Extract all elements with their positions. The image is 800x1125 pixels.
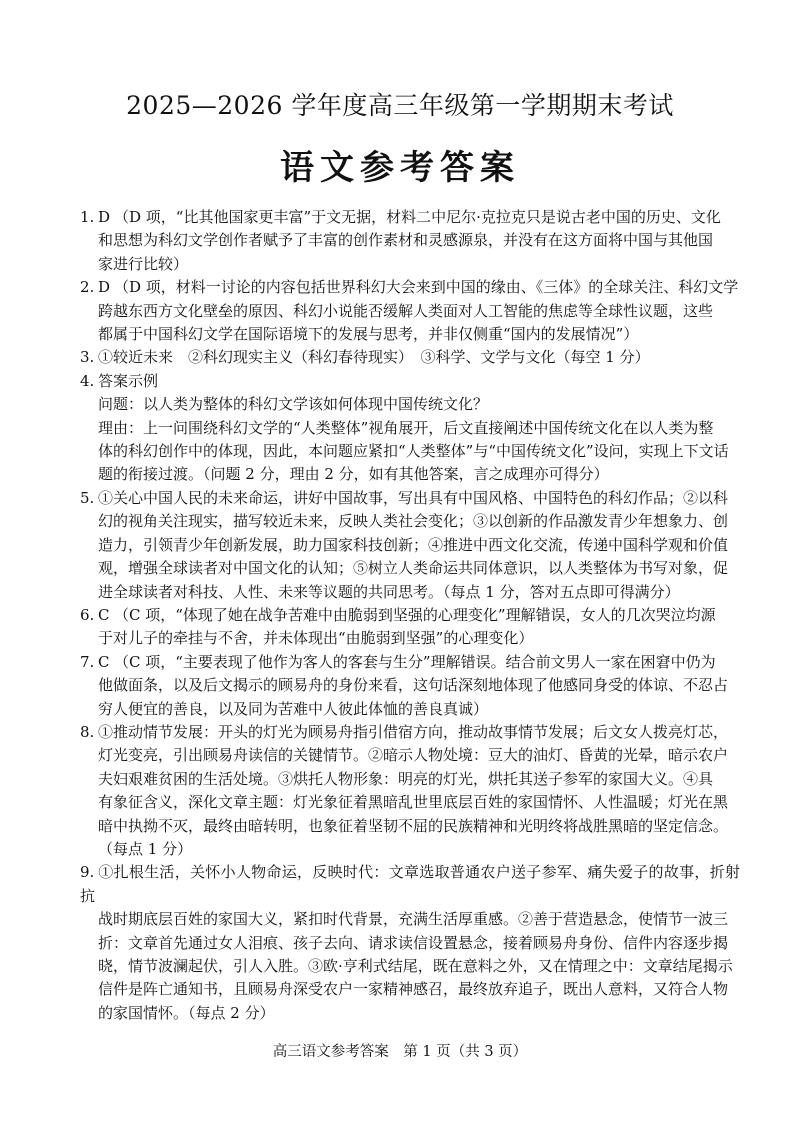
answer-text: ①较近未来 ②科幻现实主义（科幻春待现实） ③科学、文学与文化（每空 1 分） — [98, 348, 650, 367]
answer-line — [80, 627, 740, 650]
answer-line — [80, 276, 740, 299]
answer-line — [80, 323, 740, 346]
answer-line — [80, 955, 740, 978]
answer-text: 战时期底层百姓的家国大义，紧扣时代背景，充满生活厚重感。②善于营造悬念，使情节一波三 — [98, 910, 729, 929]
answer-text: 跨越东西方文化壁垒的原因、科幻小说能否缓解人类面对人工智能的焦虑等全球性议题，这些 — [98, 301, 714, 320]
answer-text: 家进行比较） — [98, 254, 189, 273]
answer-line — [80, 557, 740, 580]
page-footer: 高三语文参考答案 第 1 页（共 3 页） — [272, 1044, 528, 1060]
answer-text: 都属于中国科幻文学在国际语境下的发展与思考，并非仅侧重“国内的发展情况”） — [98, 325, 639, 344]
choice-answer: D — [98, 278, 111, 297]
answer-line — [80, 651, 740, 674]
answer-line — [80, 744, 740, 767]
answer-line — [80, 510, 740, 533]
answer-text: 夫妇艰难贫困的生活处境。③烘托人物形象：明亮的灯光，烘托其送子参军的家国大义。④具 — [98, 769, 714, 788]
answer-line — [80, 1002, 740, 1025]
answer-line — [80, 346, 740, 369]
question-number: 3. — [80, 348, 95, 367]
answer-text: 理由：上一问围绕科幻文学的“人类整体”视角展开，后文直接阐述中国传统文化在以人类为整 — [98, 418, 714, 437]
answer-line — [80, 604, 740, 627]
answer-text: 体的科幻创作中的体现，因此，本问题应紧扣“人类整体”与“中国传统文化”设问，实现上下文话 — [98, 442, 729, 461]
answer-text: 信件是阵亡通知书，且顾易舟深受农户一家精神感召，最终放弃追子，既出人意料，又符合人物 — [98, 980, 729, 999]
answer-line — [80, 440, 740, 463]
answer-text: 于对儿子的牵挂与不舍，并未体现出“由脆弱到坚强”的心理变化） — [98, 629, 534, 648]
answer-line — [80, 978, 740, 1001]
answer-text: ①关心中国人民的未来命运，讲好中国故事，写出具有中国风格、中国特色的科幻作品；②以科 — [98, 488, 729, 507]
question-number: 8. — [80, 722, 95, 741]
question-number: 7. — [80, 652, 95, 671]
answer-line — [80, 229, 740, 252]
answer-line — [80, 721, 740, 744]
answer-line — [80, 791, 740, 814]
answer-line — [80, 908, 740, 931]
answer-line — [80, 463, 740, 486]
answer-text: 和思想为科幻文学创作者赋予了丰富的创作素材和灵感源泉，并没有在这方面将中国与其他国 — [98, 231, 714, 250]
choice-answer: C — [98, 605, 110, 624]
answer-text: 他做面条，以及后文揭示的顾易舟的身份来看，这句话深刻地体现了他感同身受的体谅、不忍占 — [98, 676, 729, 695]
answer-list — [80, 206, 740, 1025]
answer-text: 进全球读者对科技、人性、未来等议题的共同思考。（每点 1 分，答对五点即可得满分） — [98, 582, 680, 601]
answer-text: 答案示例 — [98, 371, 159, 390]
answer-line — [80, 487, 740, 510]
answer-line — [80, 932, 740, 955]
answer-text: 有象征含义，深化文章主题：灯光象征着黑暗乱世里底层百姓的家国情怀、人性温暖；灯光在黑 — [98, 793, 729, 812]
answer-line — [80, 768, 740, 791]
answer-text: 题的衔接过渡。（问题 2 分，理由 2 分，如有其他答案，言之成理亦可得分） — [98, 465, 609, 484]
answer-line — [80, 253, 740, 276]
answer-line — [80, 815, 740, 838]
choice-answer: D — [98, 208, 111, 226]
answer-line — [80, 581, 740, 604]
answer-line — [80, 393, 740, 416]
question-number: 5. — [80, 488, 95, 507]
answer-text: 折：文章首先通过女人泪痕、孩子去向、请求读信设置悬念，接着顾易舟身份、信件内容逐步揭 — [98, 933, 729, 952]
answer-text: 暗中执拗不灭，最终由暗转明，也象征着坚韧不屈的民族精神和光明终将战胜黑暗的坚定信念。 — [98, 816, 729, 835]
answer-line — [80, 534, 740, 557]
answer-text: 问题：以人类为整体的科幻文学该如何体现中国传统文化？ — [98, 395, 489, 414]
answer-text: （C 项，“主要表现了他作为客人的客套与生分”理解错误。结合前文男人一家在困窘中仍为 — [114, 652, 716, 671]
answer-text: （D 项，材料一讨论的内容包括世界科幻大会来到中国的缘由、《三体》的全球关注、科幻文学 — [114, 278, 739, 297]
answer-line — [80, 861, 740, 908]
answer-line — [80, 674, 740, 697]
answer-text: （C 项，“体现了她在战争苦难中由脆弱到坚强的心理变化”理解错误，女人的几次哭泣均源 — [114, 605, 716, 624]
answer-text: 观，增强全球读者对中国文化的认知；⑤树立人类命运共同体意识，以人类整体为书写对象，促 — [98, 559, 729, 578]
question-number: 4. — [80, 371, 95, 390]
answer-line — [80, 300, 740, 323]
question-number: 9. — [80, 863, 95, 882]
page-title: 语文参考答案 — [280, 148, 520, 188]
answer-text: 晓，情节波澜起伏，引人入胜。③欧·亨利式结尾，既在意料之外，又在情理之中：文章结尾揭示 — [98, 957, 733, 975]
answer-text: 灯光变亮，引出顾易舟读信的关键情节。②暗示人物处境：豆大的油灯、昏黄的光晕，暗示农户 — [98, 746, 729, 765]
answer-text: ①推动情节发展：开头的灯光为顾易舟指引借宿方向，推动故事情节发展；后文女人拨亮灯芯， — [98, 722, 729, 741]
answer-text: ①扎根生活，关怀小人物命运，反映时代：文章选取普通农户送子参军、痛失爱子的故事，折射抗 — [80, 863, 740, 905]
answer-text: 穷人便宜的善良，以及同为苦难中人彼此体恤的善良真诚） — [98, 699, 489, 718]
question-number: 1. — [80, 208, 95, 226]
answer-line — [80, 206, 740, 229]
answer-line — [80, 838, 740, 861]
question-number: 2. — [80, 278, 95, 297]
choice-answer: C — [98, 652, 110, 671]
answer-line — [80, 370, 740, 393]
answer-text: （D 项，“比其他国家更丰富”于文无据，材料二中尼尔·克拉克只是说古老中国的历史、文化 — [114, 208, 721, 226]
question-number: 6. — [80, 605, 95, 624]
answer-line — [80, 417, 740, 440]
exam-title: 2025—2026 学年度高三年级第一学期期末考试 — [126, 91, 674, 120]
answer-text: 的家国情怀。（每点 2 分） — [98, 1003, 275, 1022]
answer-line — [80, 698, 740, 721]
answer-text: 幻的视角关注现实，描写较近未来，反映人类社会变化；③以创新的作品激发青少年想象力、创 — [98, 512, 729, 531]
answer-text: （每点 1 分） — [98, 839, 193, 858]
answer-text: 造力，引领青少年创新发展，助力国家科技创新；④推进中西文化交流，传递中国科学观和价值 — [98, 535, 729, 554]
